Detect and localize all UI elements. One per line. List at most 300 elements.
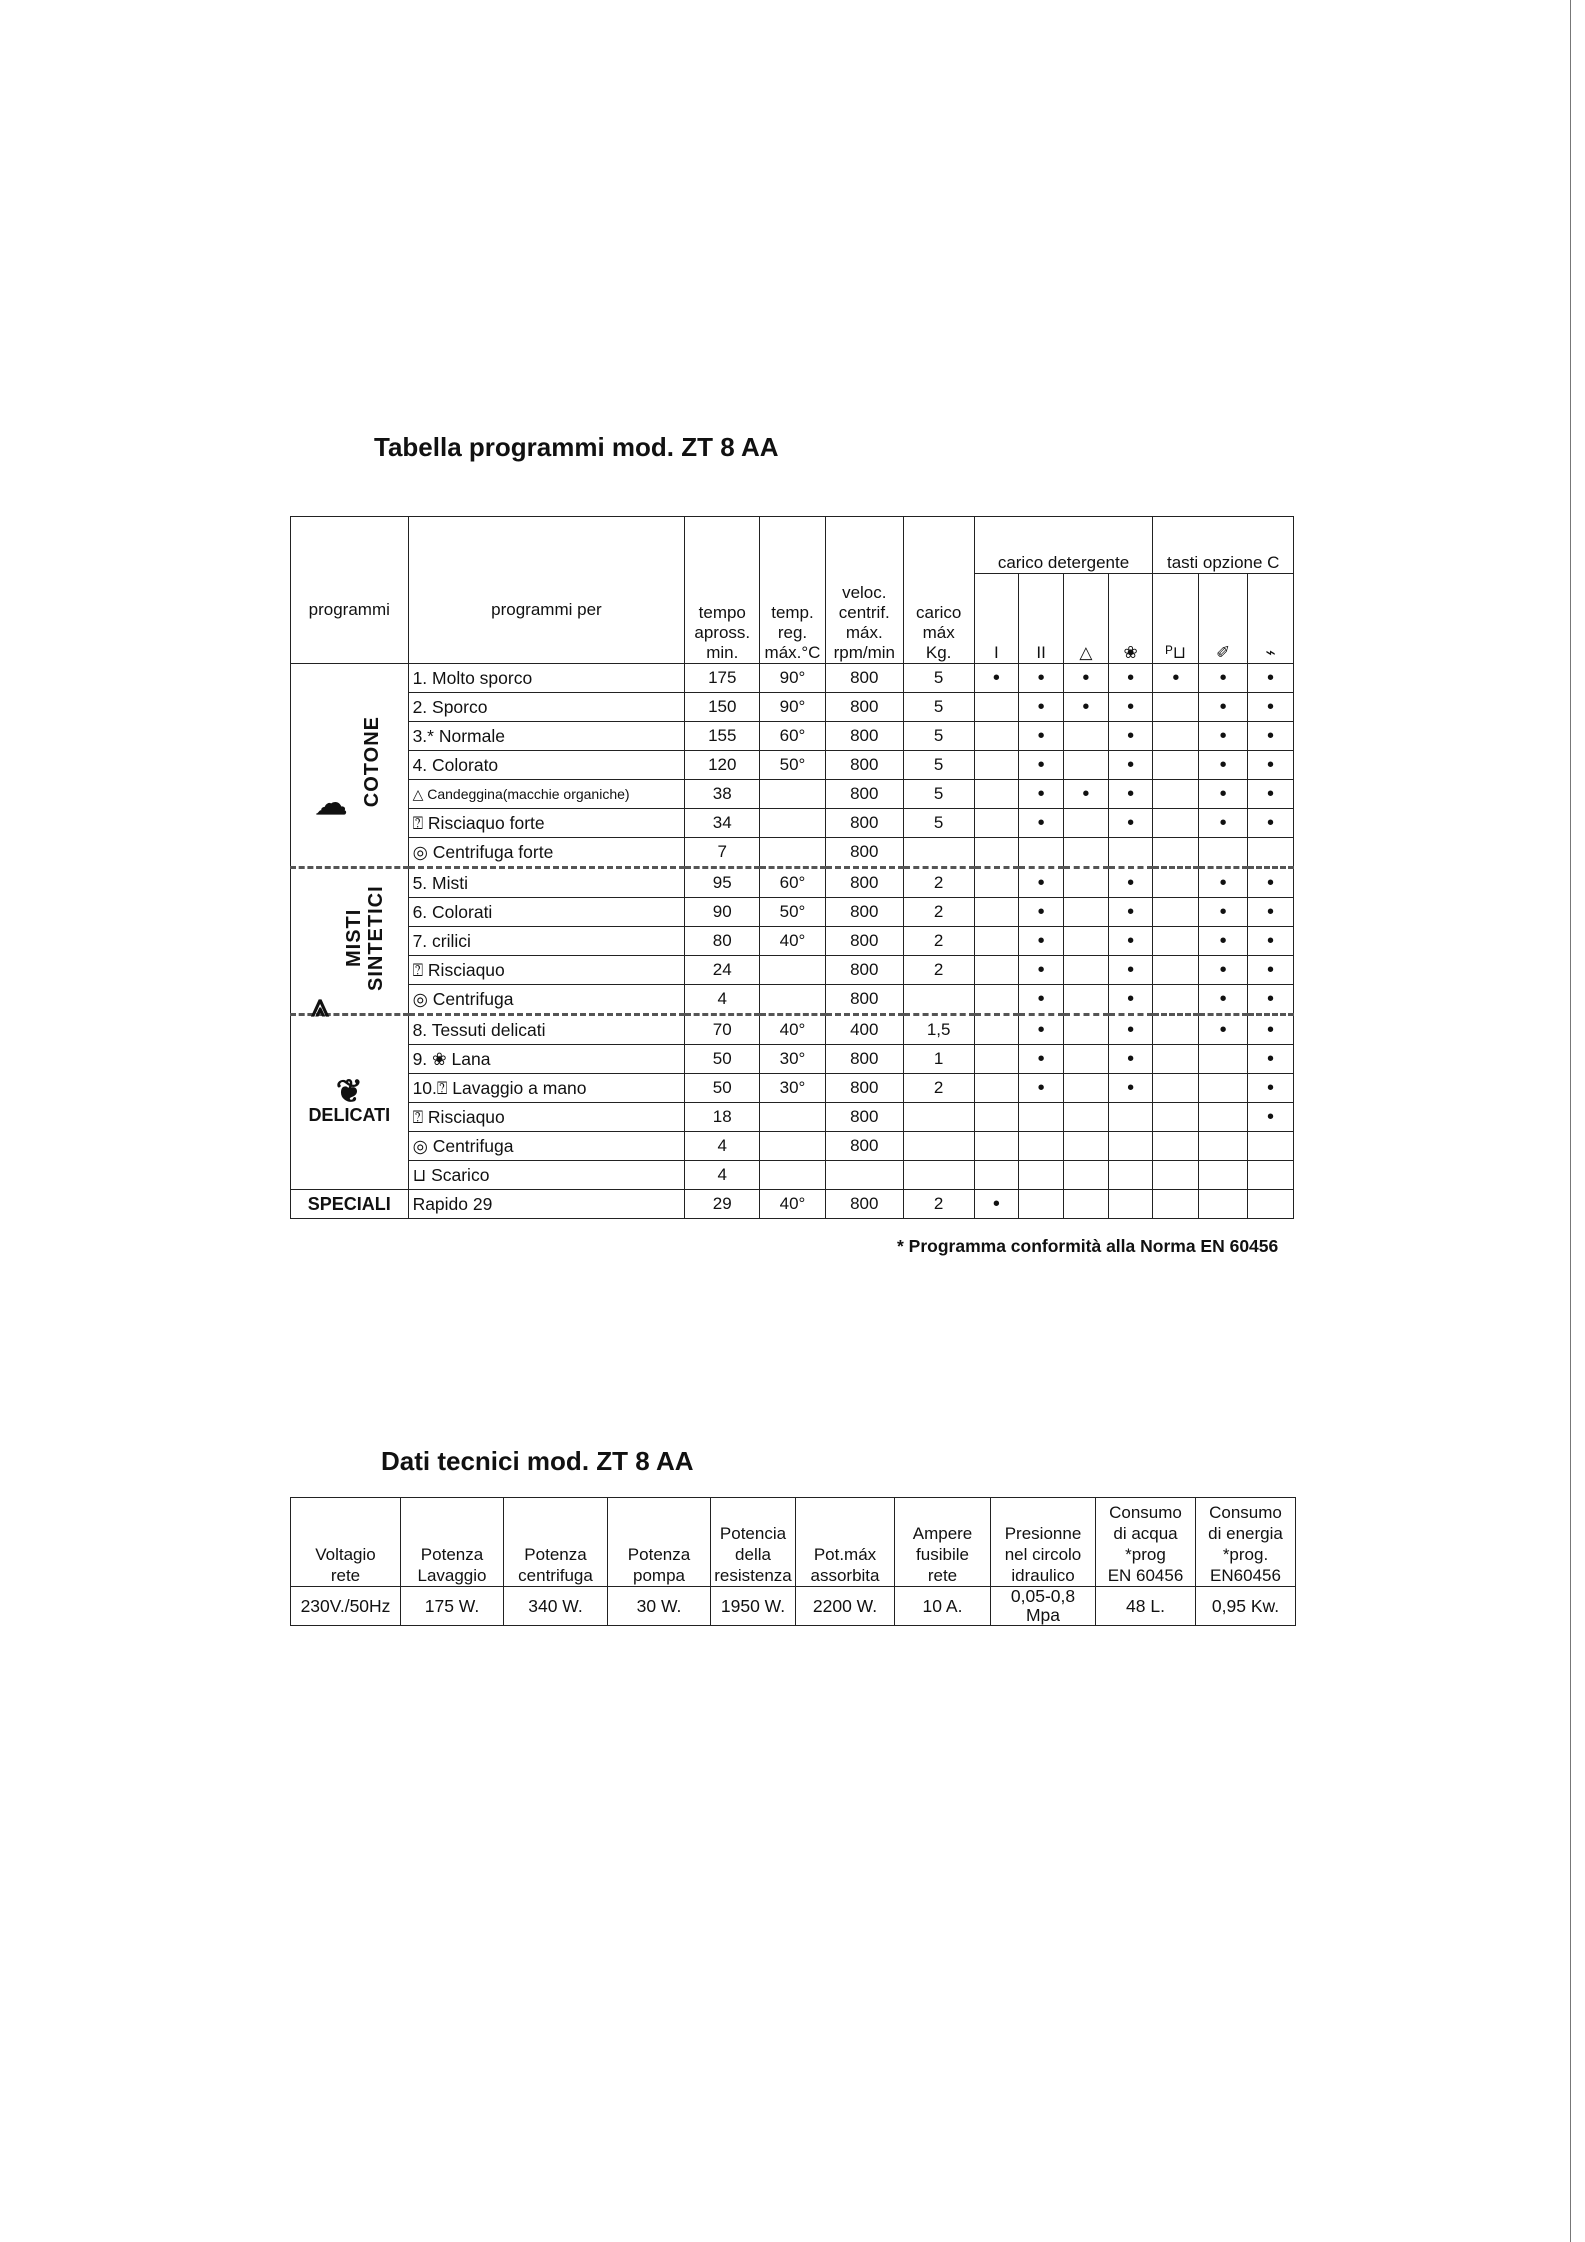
mark-cell: • <box>1064 664 1109 693</box>
mark-cell <box>1153 809 1199 838</box>
temp-value <box>760 838 826 868</box>
program-name: 2. Sporco <box>408 693 685 722</box>
carico-value: 2 <box>903 956 974 985</box>
mark-cell: • <box>1019 868 1064 898</box>
carico-value <box>903 1161 974 1190</box>
mark-cell <box>974 1132 1019 1161</box>
tech-value-cell: 0,05-0,8 Mpa <box>991 1587 1096 1626</box>
mark-cell: • <box>1248 1015 1294 1045</box>
temp-value: 40° <box>760 1015 826 1045</box>
tempo-value: 50 <box>685 1074 760 1103</box>
carico-value <box>903 1132 974 1161</box>
prewash-icon: ᴾ⊔ <box>1153 574 1199 664</box>
mark-cell <box>1064 1161 1109 1190</box>
mark-cell: • <box>1108 751 1153 780</box>
group-label-cell <box>291 868 409 1024</box>
program-name: ⍰ Risciaquo forte <box>408 809 685 838</box>
mark-cell <box>974 956 1019 985</box>
tech-header-cell: Potencia della resistenza <box>711 1498 796 1587</box>
mark-cell <box>1019 1132 1064 1161</box>
program-name: 4. Colorato <box>408 751 685 780</box>
mark-cell <box>974 809 1019 838</box>
mark-cell <box>974 898 1019 927</box>
veloc-value: 800 <box>825 1045 903 1074</box>
mark-cell <box>1153 1132 1199 1161</box>
mark-cell: • <box>974 1190 1019 1219</box>
program-table <box>290 516 1294 1219</box>
mark-cell <box>1153 722 1199 751</box>
mark-cell: • <box>1248 1045 1294 1074</box>
veloc-value: 800 <box>825 1074 903 1103</box>
tech-header-cell: Pot.máx assorbita <box>796 1498 895 1587</box>
mark-cell <box>1019 1103 1064 1132</box>
veloc-value: 800 <box>825 898 903 927</box>
carico-value: 5 <box>903 693 974 722</box>
tech-value-cell: 30 W. <box>608 1587 711 1626</box>
tempo-value: 80 <box>685 927 760 956</box>
mark-cell <box>1199 1045 1248 1074</box>
mark-cell: • <box>1248 809 1294 838</box>
header-veloc: veloc. centrif. máx. rpm/min <box>825 517 903 664</box>
mark-cell: • <box>1019 898 1064 927</box>
carico-value: 2 <box>903 868 974 898</box>
temp-value: 60° <box>760 722 826 751</box>
mark-cell: • <box>1199 780 1248 809</box>
table-row <box>291 1190 1294 1219</box>
program-name: 3.* Normale <box>408 722 685 751</box>
table-row <box>291 751 1294 780</box>
tech-value-cell: 340 W. <box>504 1587 608 1626</box>
delicate-icon: ❦ <box>335 1072 363 1109</box>
tempo-value: 90 <box>685 898 760 927</box>
tech-value-cell: 175 W. <box>401 1587 504 1626</box>
mark-cell <box>974 868 1019 898</box>
table-row <box>291 898 1294 927</box>
mark-cell <box>1108 838 1153 868</box>
carico-value: 2 <box>903 1190 974 1219</box>
mark-cell: • <box>1248 780 1294 809</box>
temp-value: 90° <box>760 664 826 693</box>
mark-cell <box>1019 1161 1064 1190</box>
program-name: ⊔ Scarico <box>408 1161 685 1190</box>
table-row <box>291 693 1294 722</box>
temp-value <box>760 956 826 985</box>
detergent-col-1: I <box>974 574 1019 664</box>
header-programmi-per: programmi per <box>408 517 685 664</box>
mark-cell: • <box>1199 722 1248 751</box>
veloc-value: 800 <box>825 722 903 751</box>
tempo-value: 38 <box>685 780 760 809</box>
tempo-value: 29 <box>685 1190 760 1219</box>
carico-value <box>903 838 974 868</box>
carico-value: 2 <box>903 898 974 927</box>
tempo-value: 4 <box>685 985 760 1015</box>
veloc-value: 800 <box>825 868 903 898</box>
mark-cell: • <box>1019 664 1064 693</box>
mark-cell <box>974 693 1019 722</box>
tech-value-cell: 2200 W. <box>796 1587 895 1626</box>
table-row <box>291 985 1294 1015</box>
program-table-title: Tabella programmi mod. ZT 8 AA <box>374 432 779 462</box>
program-name: 8. Tessuti delicati <box>408 1015 685 1045</box>
veloc-value: 800 <box>825 751 903 780</box>
table-row <box>291 927 1294 956</box>
table-row <box>291 722 1294 751</box>
iron-icon: ⌁ <box>1248 574 1294 664</box>
program-name: 9. ❀ Lana <box>408 1045 685 1074</box>
temp-value: 40° <box>760 927 826 956</box>
mark-cell <box>1019 838 1064 868</box>
mark-cell: • <box>1199 898 1248 927</box>
group-label: COTONE <box>361 716 384 808</box>
carico-value: 5 <box>903 809 974 838</box>
temp-value: 90° <box>760 693 826 722</box>
table-row <box>291 956 1294 985</box>
header-temp: temp. reg. máx.°C <box>760 517 826 664</box>
mark-cell: • <box>1248 868 1294 898</box>
mark-cell: • <box>1108 780 1153 809</box>
group-label: MISTI SINTETICI <box>343 885 388 991</box>
tempo-value: 34 <box>685 809 760 838</box>
tech-value-cell: 10 A. <box>895 1587 991 1626</box>
tech-header-cell: Presionne nel circolo idraulico <box>991 1498 1096 1587</box>
veloc-value: 800 <box>825 780 903 809</box>
mark-cell <box>1064 809 1109 838</box>
mark-cell <box>1064 1045 1109 1074</box>
carico-value: 5 <box>903 751 974 780</box>
program-name: Rapido 29 <box>408 1190 685 1219</box>
mark-cell: • <box>1064 693 1109 722</box>
mark-cell <box>1064 722 1109 751</box>
mark-cell <box>974 927 1019 956</box>
tech-table-title: Dati tecnici mod. ZT 8 AA <box>381 1446 694 1476</box>
cotton-icon: ☁ <box>315 784 348 821</box>
mark-cell: • <box>1153 664 1199 693</box>
mark-cell: • <box>1108 956 1153 985</box>
mark-cell: • <box>1108 1045 1153 1074</box>
mark-cell: • <box>1248 956 1294 985</box>
mark-cell <box>1153 898 1199 927</box>
mark-cell: • <box>1199 985 1248 1015</box>
temp-value <box>760 985 826 1015</box>
temp-value <box>760 809 826 838</box>
table-row <box>291 809 1294 838</box>
mark-cell: • <box>1019 1045 1064 1074</box>
tech-header-cell: Potenza pompa <box>608 1498 711 1587</box>
tempo-value: 150 <box>685 693 760 722</box>
tempo-value: 24 <box>685 956 760 985</box>
mark-cell <box>1108 1190 1153 1219</box>
veloc-value: 800 <box>825 1103 903 1132</box>
mark-cell: • <box>1199 751 1248 780</box>
mark-cell <box>1153 693 1199 722</box>
group-label-cell <box>291 1015 409 1190</box>
tech-table-value-row <box>291 1587 1296 1626</box>
tempo-value: 50 <box>685 1045 760 1074</box>
header-programmi: programmi <box>291 517 409 664</box>
mark-cell <box>1064 868 1109 898</box>
tech-header-cell: Consumo di acqua *prog EN 60456 <box>1096 1498 1196 1587</box>
veloc-value: 800 <box>825 927 903 956</box>
mark-cell <box>1153 1045 1199 1074</box>
mark-cell <box>1199 1132 1248 1161</box>
program-name: 1. Molto sporco <box>408 664 685 693</box>
mark-cell <box>1064 898 1109 927</box>
mark-cell: • <box>1248 664 1294 693</box>
mark-cell <box>1153 985 1199 1015</box>
tech-header-cell: Ampere fusibile rete <box>895 1498 991 1587</box>
program-name: 7. crilici <box>408 927 685 956</box>
tempo-value: 7 <box>685 838 760 868</box>
tempo-value: 155 <box>685 722 760 751</box>
mark-cell <box>974 751 1019 780</box>
mark-cell: • <box>1248 927 1294 956</box>
table-row <box>291 1161 1294 1190</box>
temp-value: 50° <box>760 898 826 927</box>
mark-cell <box>1248 838 1294 868</box>
mark-cell <box>1199 1074 1248 1103</box>
detergent-col-2: II <box>1019 574 1064 664</box>
mark-cell: • <box>1248 898 1294 927</box>
carico-value: 1 <box>903 1045 974 1074</box>
program-name: △ Candeggina(macchie organiche) <box>408 780 685 809</box>
table-row <box>291 838 1294 868</box>
veloc-value: 800 <box>825 1132 903 1161</box>
mark-cell <box>974 1015 1019 1045</box>
program-name: 6. Colorati <box>408 898 685 927</box>
table-row <box>291 780 1294 809</box>
mark-cell <box>1153 956 1199 985</box>
mark-cell: • <box>1019 1074 1064 1103</box>
mark-cell: • <box>1019 751 1064 780</box>
group-label: SPECIALI <box>307 1194 391 1214</box>
mark-cell: • <box>1108 868 1153 898</box>
mark-cell <box>1153 1074 1199 1103</box>
softener-icon: ❀ <box>1108 574 1153 664</box>
mark-cell: • <box>1199 693 1248 722</box>
mark-cell <box>1153 1103 1199 1132</box>
mark-cell <box>974 1074 1019 1103</box>
veloc-value: 800 <box>825 693 903 722</box>
page-edge-line <box>1570 0 1571 2242</box>
mark-cell <box>1153 838 1199 868</box>
mark-cell: • <box>1108 898 1153 927</box>
table-row <box>291 1045 1294 1074</box>
mark-cell <box>1153 1190 1199 1219</box>
mark-cell: • <box>1108 722 1153 751</box>
mark-cell: • <box>1108 1015 1153 1045</box>
mark-cell <box>974 1161 1019 1190</box>
carico-value: 5 <box>903 664 974 693</box>
mark-cell <box>1153 868 1199 898</box>
tempo-value: 18 <box>685 1103 760 1132</box>
mark-cell: • <box>1248 985 1294 1015</box>
program-name: ◎ Centrifuga <box>408 985 685 1015</box>
temp-value <box>760 1132 826 1161</box>
carico-value: 5 <box>903 780 974 809</box>
mark-cell: • <box>1199 664 1248 693</box>
tech-value-cell: 230V./50Hz <box>291 1587 401 1626</box>
mark-cell <box>1199 838 1248 868</box>
mark-cell: • <box>1248 693 1294 722</box>
veloc-value: 800 <box>825 1190 903 1219</box>
mark-cell <box>1108 1161 1153 1190</box>
mark-cell: • <box>1199 927 1248 956</box>
mark-cell <box>974 1045 1019 1074</box>
mark-cell: • <box>1019 809 1064 838</box>
program-table-header-row-1 <box>291 517 1294 574</box>
table-row <box>291 1074 1294 1103</box>
program-name: 5. Misti <box>408 868 685 898</box>
mark-cell <box>1064 1190 1109 1219</box>
mark-cell: • <box>1199 868 1248 898</box>
rinse-icon: ✐ <box>1199 574 1248 664</box>
temp-value <box>760 1161 826 1190</box>
table-row <box>291 1132 1294 1161</box>
temp-value: 40° <box>760 1190 826 1219</box>
mark-cell: • <box>1248 1074 1294 1103</box>
mark-cell: • <box>1199 809 1248 838</box>
program-name: ◎ Centrifuga forte <box>408 838 685 868</box>
mark-cell: • <box>1019 693 1064 722</box>
mark-cell <box>1064 956 1109 985</box>
group-label-cell <box>291 664 409 868</box>
mark-cell <box>1064 927 1109 956</box>
temp-value: 30° <box>760 1074 826 1103</box>
mark-cell <box>1108 1132 1153 1161</box>
mark-cell: • <box>1248 751 1294 780</box>
mark-cell: • <box>1108 809 1153 838</box>
mark-cell <box>1153 780 1199 809</box>
tech-table-header-row <box>291 1498 1296 1587</box>
mark-cell: • <box>1199 1015 1248 1045</box>
mark-cell: • <box>1019 985 1064 1015</box>
tech-value-cell: 1950 W. <box>711 1587 796 1626</box>
temp-value: 30° <box>760 1045 826 1074</box>
carico-value: 2 <box>903 927 974 956</box>
tech-header-cell: Consumo di energia *prog. EN60456 <box>1196 1498 1296 1587</box>
veloc-value <box>825 1161 903 1190</box>
mark-cell <box>974 780 1019 809</box>
tempo-value: 4 <box>685 1132 760 1161</box>
carico-value: 1,5 <box>903 1015 974 1045</box>
mark-cell: • <box>1248 1103 1294 1132</box>
header-tasti-opzione: tasti opzione C <box>1153 517 1294 574</box>
mark-cell <box>974 985 1019 1015</box>
veloc-value: 800 <box>825 809 903 838</box>
veloc-value: 400 <box>825 1015 903 1045</box>
group-label-cell <box>291 1190 409 1219</box>
mark-cell <box>1064 1103 1109 1132</box>
mark-cell: • <box>1019 722 1064 751</box>
mark-cell <box>1153 1161 1199 1190</box>
mark-cell <box>1064 1132 1109 1161</box>
mark-cell <box>1199 1161 1248 1190</box>
mark-cell: • <box>1248 722 1294 751</box>
mark-cell: • <box>1108 985 1153 1015</box>
tech-value-cell: 0,95 Kw. <box>1196 1587 1296 1626</box>
mark-cell: • <box>1019 956 1064 985</box>
mark-cell <box>1199 1190 1248 1219</box>
carico-value <box>903 985 974 1015</box>
tempo-value: 70 <box>685 1015 760 1045</box>
mark-cell: • <box>1064 780 1109 809</box>
mark-cell <box>1064 1015 1109 1045</box>
veloc-value: 800 <box>825 838 903 868</box>
mark-cell <box>1064 751 1109 780</box>
program-name: ⍰ Risciaquo <box>408 956 685 985</box>
mark-cell <box>1153 1015 1199 1045</box>
veloc-value: 800 <box>825 956 903 985</box>
mark-cell <box>1199 1103 1248 1132</box>
mark-cell: • <box>1019 927 1064 956</box>
tempo-value: 95 <box>685 868 760 898</box>
tempo-value: 4 <box>685 1161 760 1190</box>
bleach-icon: △ <box>1064 574 1109 664</box>
table-row <box>291 868 1294 898</box>
mark-cell: • <box>1108 664 1153 693</box>
temp-value <box>760 1103 826 1132</box>
program-name: ◎ Centrifuga <box>408 1132 685 1161</box>
mark-cell <box>1248 1161 1294 1190</box>
carico-value <box>903 1103 974 1132</box>
table-row <box>291 1015 1294 1045</box>
tech-header-cell: Voltagio rete <box>291 1498 401 1587</box>
program-name: ⍰ Risciaquo <box>408 1103 685 1132</box>
tech-header-cell: Potenza Lavaggio <box>401 1498 504 1587</box>
group-label: DELICATI <box>308 1104 391 1125</box>
mark-cell <box>1153 751 1199 780</box>
mark-cell <box>974 838 1019 868</box>
mark-cell <box>1064 1074 1109 1103</box>
veloc-value: 800 <box>825 985 903 1015</box>
tech-table <box>290 1497 1296 1626</box>
synthetic-icon: ⩓ <box>311 987 330 1024</box>
mark-cell <box>974 1103 1019 1132</box>
mark-cell <box>1064 838 1109 868</box>
mark-cell <box>1248 1190 1294 1219</box>
carico-value: 5 <box>903 722 974 751</box>
mark-cell: • <box>1019 1015 1064 1045</box>
tech-header-cell: Potenza centrifuga <box>504 1498 608 1587</box>
mark-cell <box>1108 1103 1153 1132</box>
norm-note: * Programma conformità alla Norma EN 60456 <box>897 1236 1279 1256</box>
mark-cell: • <box>1019 780 1064 809</box>
mark-cell: • <box>1108 693 1153 722</box>
mark-cell: • <box>974 664 1019 693</box>
header-carico: carico máx Kg. <box>903 517 974 664</box>
mark-cell <box>1248 1132 1294 1161</box>
table-row <box>291 664 1294 693</box>
header-tempo: tempo apross. min. <box>685 517 760 664</box>
tempo-value: 120 <box>685 751 760 780</box>
temp-value: 60° <box>760 868 826 898</box>
temp-value <box>760 780 826 809</box>
mark-cell: • <box>1108 1074 1153 1103</box>
mark-cell <box>974 722 1019 751</box>
temp-value: 50° <box>760 751 826 780</box>
veloc-value: 800 <box>825 664 903 693</box>
mark-cell <box>1153 927 1199 956</box>
mark-cell: • <box>1199 956 1248 985</box>
header-carico-detergente: carico detergente <box>974 517 1153 574</box>
tempo-value: 175 <box>685 664 760 693</box>
mark-cell <box>1019 1190 1064 1219</box>
mark-cell <box>1064 985 1109 1015</box>
program-name: 10.⍰ Lavaggio a mano <box>408 1074 685 1103</box>
mark-cell: • <box>1108 927 1153 956</box>
table-row <box>291 1103 1294 1132</box>
